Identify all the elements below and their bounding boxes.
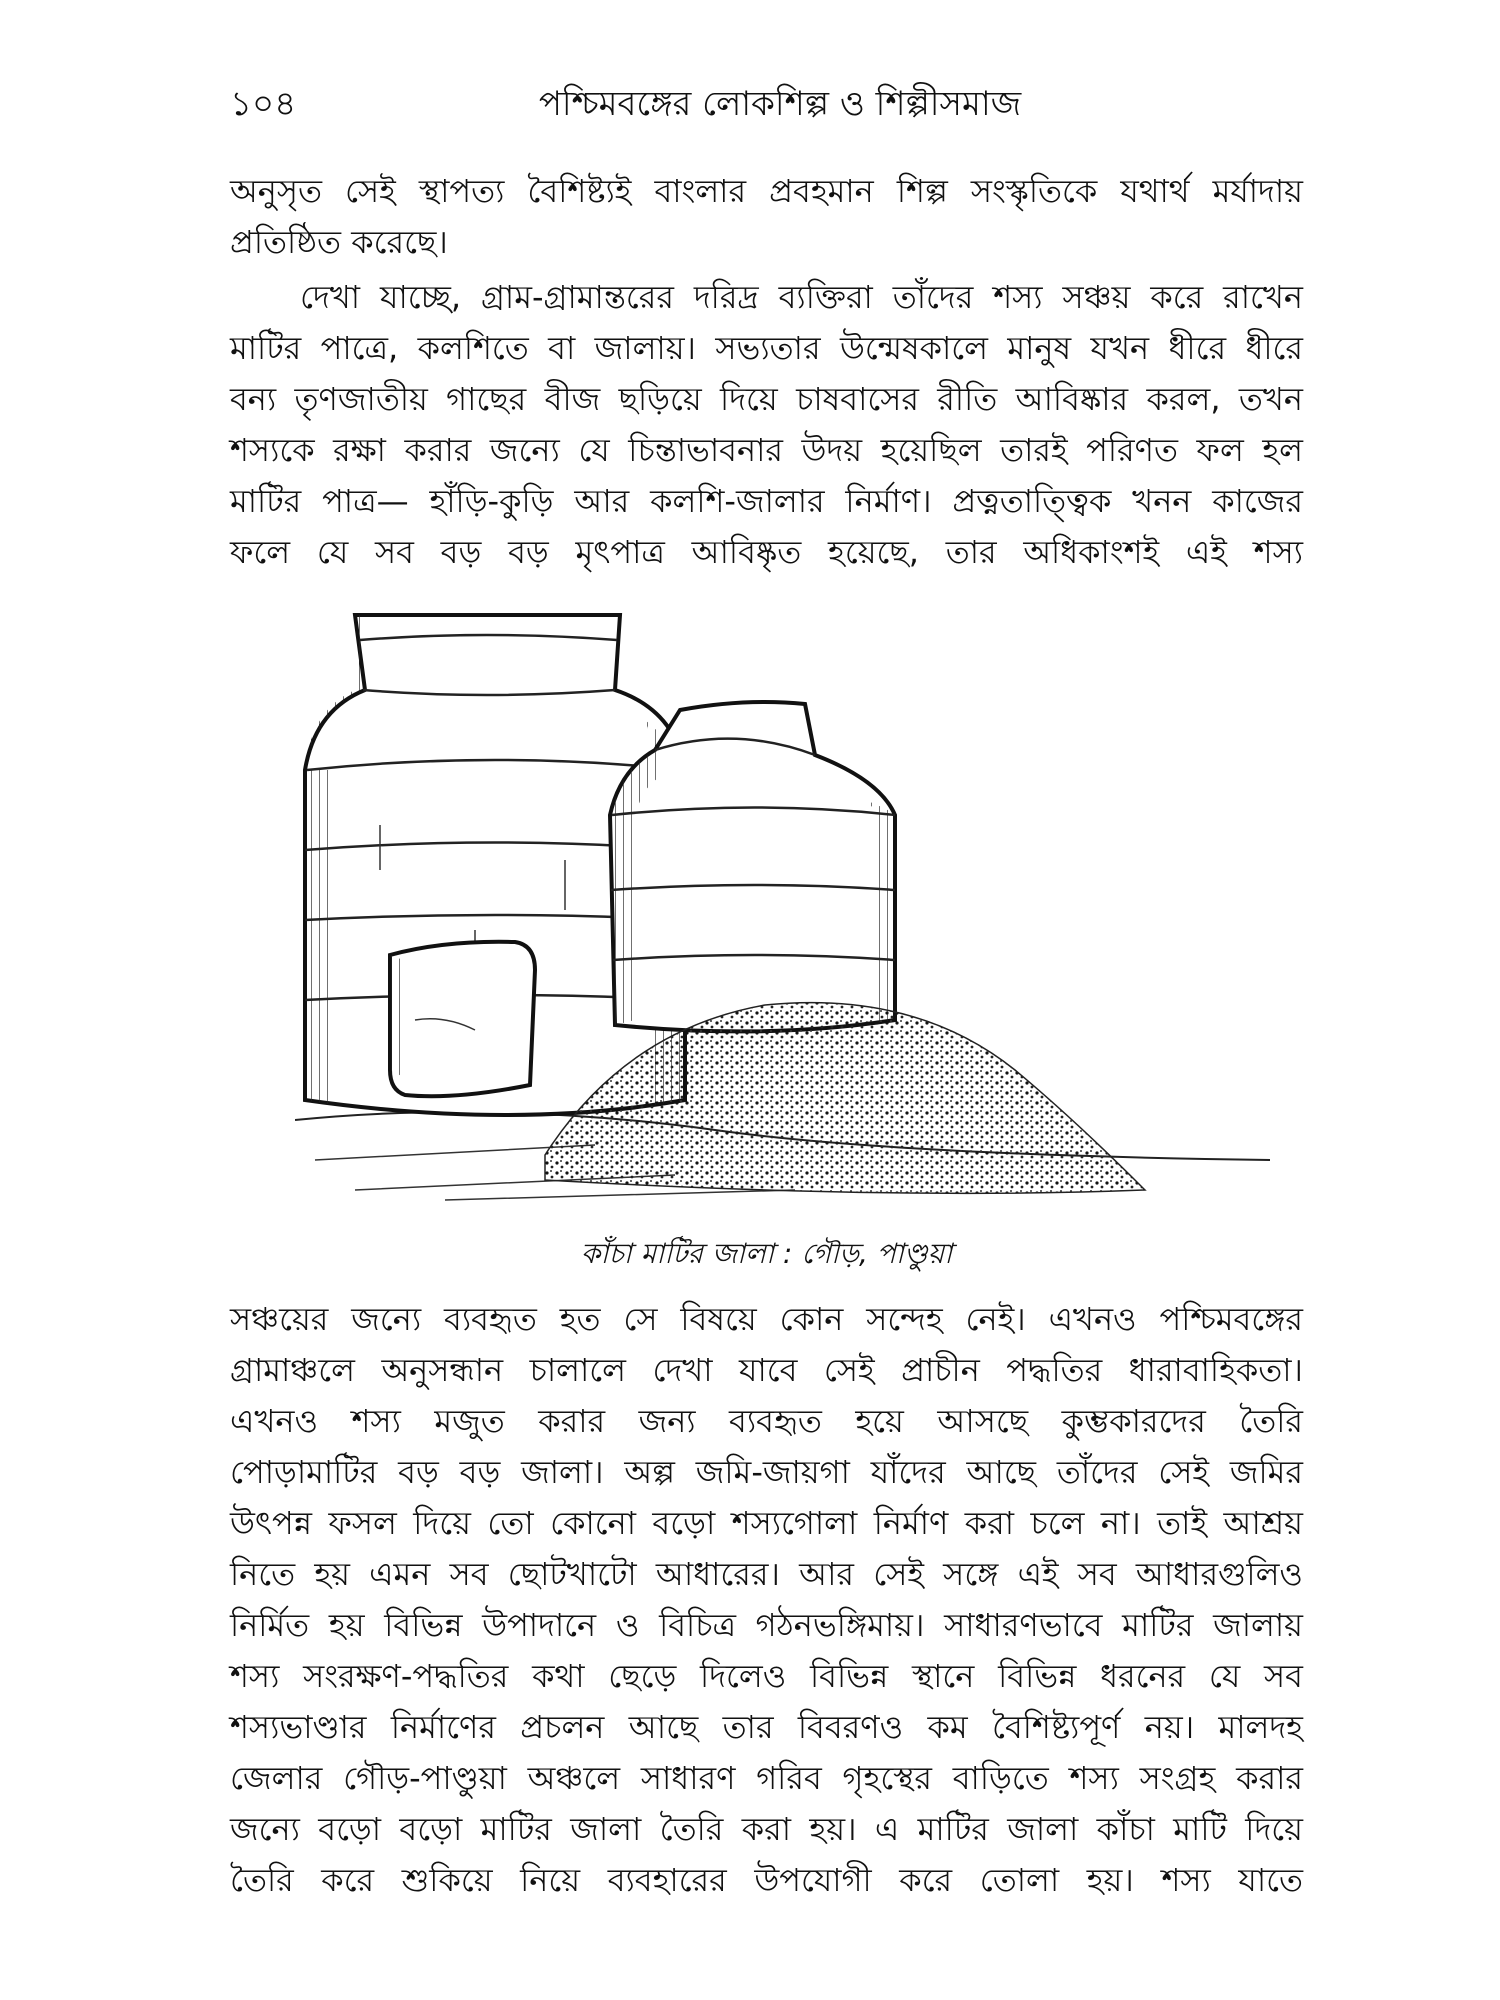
text-line: সঞ্চয়ের জন্যে ব্যবহৃত হত সে বিষয়ে কোন সন্দেহ নেই। এখনও পশ্চিমবঙ্গের	[230, 1300, 1303, 1338]
text-line: নির্মিত হয় বিভিন্ন উপাদানে ও বিচিত্র গঠনভঙ্গিমায়। সাধারণভাবে মাটির জালায়	[230, 1606, 1303, 1644]
text-line: মাটির পাত্রে, কলশিতে বা জালায়। সভ্যতার উন্মেষকালে মানুষ যখন ধীরে ধীরে	[230, 329, 1303, 367]
text-line: প্রতিষ্ঠিত করেছে।	[230, 223, 448, 261]
text-line: পোড়ামাটির বড় বড় জালা। অল্প জমি-জায়গা যাঁদের আছে তাঁদের সেই জমির	[230, 1453, 1303, 1491]
text-line: বন্য তৃণজাতীয় গাছের বীজ ছড়িয়ে দিয়ে চাষবাসের রীতি আবিষ্কার করল, তখন	[230, 380, 1303, 418]
text-line: নিতে হয় এমন সব ছোটখাটো আধারের। আর সেই সঙ্গে এই সব আধারগুলিও	[230, 1555, 1303, 1593]
second-jar	[610, 702, 895, 1031]
clay-lid	[390, 942, 535, 1096]
clay-jars-drawing	[295, 600, 1270, 1210]
paragraph-3	[230, 1294, 1303, 1906]
text-line: ফলে যে সব বড় বড় মৃৎপাত্র আবিষ্কৃত হয়েছে, তার অধিকাংশই এই শস্য	[230, 533, 1303, 571]
text-line: শস্যভাণ্ডার নির্মাণের প্রচলন আছে তার বিবরণও কম বৈশিষ্ট্যপূর্ণ নয়। মালদহ	[230, 1708, 1303, 1746]
illustration-clay-jars	[295, 600, 1270, 1210]
text-line: গ্রামাঞ্চলে অনুসন্ধান চালালে দেখা যাবে সেই প্রাচীন পদ্ধতির ধারাবাহিকতা।	[230, 1351, 1303, 1389]
text-line: অনুসৃত সেই স্থাপত্য বৈশিষ্ট্যই বাংলার প্রবহমান শিল্প সংস্কৃতিকে যথার্থ মর্যাদায়	[230, 172, 1303, 210]
text-line: দেখা যাচ্ছে, গ্রাম-গ্রামান্তরের দরিদ্র ব্যক্তিরা তাঁদের শস্য সঞ্চয় করে রাখেন	[300, 278, 1303, 316]
figure-caption: কাঁচা মাটির জালা : গৌড়, পাণ্ডুয়া	[580, 1237, 953, 1270]
text-line: উৎপন্ন ফসল দিয়ে তো কোনো বড়ো শস্যগোলা নির্মাণ করা চলে না। তাই আশ্রয়	[230, 1504, 1303, 1542]
text-line: শস্যকে রক্ষা করার জন্যে যে চিন্তাভাবনার উদয় হয়েছিল তারই পরিণত ফল হল	[230, 431, 1303, 469]
text-line: জন্যে বড়ো বড়ো মাটির জালা তৈরি করা হয়। এ মাটির জালা কাঁচা মাটি দিয়ে	[230, 1810, 1303, 1848]
running-title: পশ্চিমবঙ্গের লোকশিল্প ও শিল্পীসমাজ	[538, 84, 1022, 124]
text-line: শস্য সংরক্ষণ-পদ্ধতির কথা ছেড়ে দিলেও বিভিন্ন স্থানে বিভিন্ন ধরনের যে সব	[230, 1657, 1303, 1695]
paragraph-1	[230, 166, 1303, 268]
text-line: মাটির পাত্র— হাঁড়ি-কুড়ি আর কলশি-জালার নির্মাণ। প্রত্নতাত্ত্বিক খনন কাজের	[230, 482, 1303, 520]
paragraph-2	[230, 272, 1303, 578]
text-line: তৈরি করে শুকিয়ে নিয়ে ব্যবহারের উপযোগী করে তোলা হয়। শস্য যাতে	[230, 1861, 1303, 1899]
text-line: এখনও শস্য মজুত করার জন্য ব্যবহৃত হয়ে আসছে কুম্ভকারদের তৈরি	[230, 1402, 1303, 1440]
page-number: ১০৪	[230, 84, 297, 124]
text-line: জেলার গৌড়-পাণ্ডুয়া অঞ্চলে সাধারণ গরিব গৃহস্থের বাড়িতে শস্য সংগ্রহ করার	[230, 1759, 1303, 1797]
